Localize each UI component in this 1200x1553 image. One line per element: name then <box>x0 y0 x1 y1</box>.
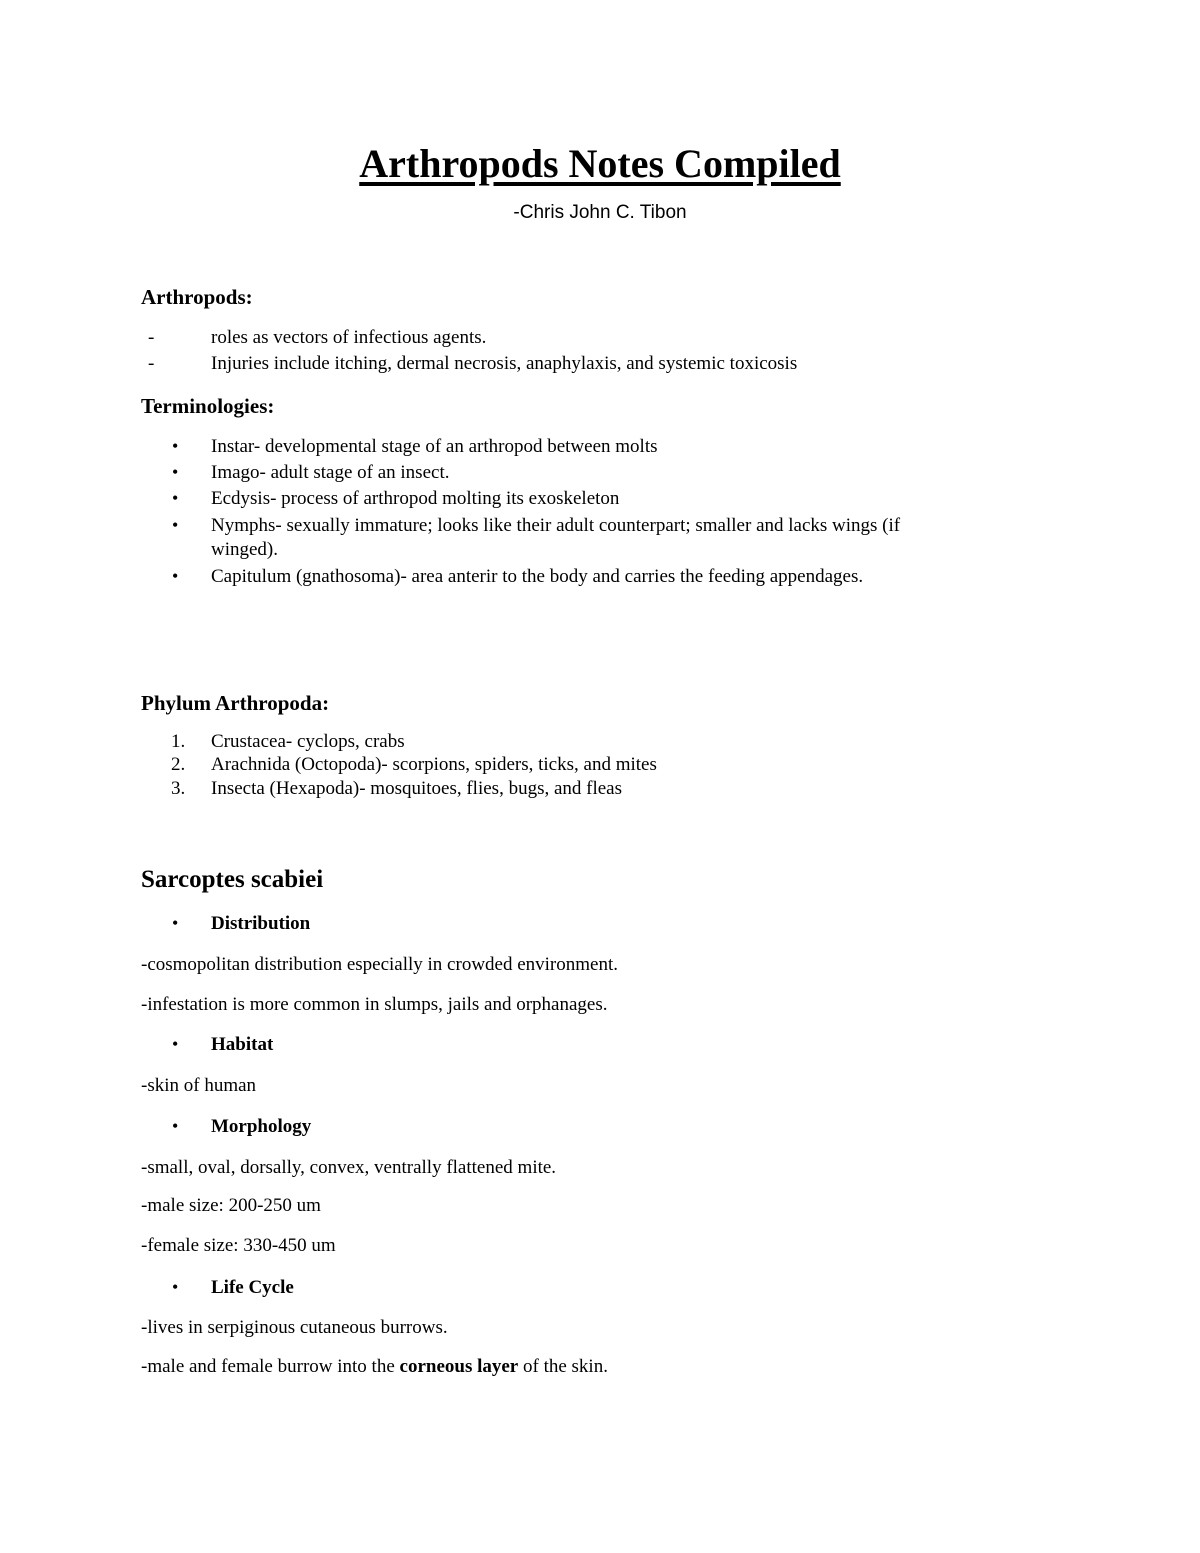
list-item: Ecdysis- process of arthropod molting its exoskeleton <box>211 488 620 509</box>
bullet-icon: • <box>172 488 179 508</box>
bullet-icon: • <box>172 566 179 586</box>
list-item: Arachnida (Octopoda)- scorpions, spiders, ticks, and mites <box>211 754 657 775</box>
paragraph-line: -lives in serpiginous cutaneous burrows. <box>141 1317 448 1338</box>
phylum-heading: Phylum Arthropoda: <box>141 691 330 715</box>
list-item: Crustacea- cyclops, crabs <box>211 731 405 752</box>
list-item: Instar- developmental stage of an arthropod between molts <box>211 436 658 457</box>
text-run: -male and female burrow into the <box>141 1356 400 1377</box>
paragraph-line: -infestation is more common in slumps, jails and orphanages. <box>141 994 608 1015</box>
sarcoptes-heading: Sarcoptes scabiei <box>141 866 324 893</box>
list-item: Injuries include itching, dermal necrosis, anaphylaxis, and systemic toxicosis <box>211 353 798 374</box>
list-number: 2. <box>171 754 186 775</box>
dash-bullet: - <box>148 353 155 374</box>
paragraph-line: -cosmopolitan distribution especially in crowded environment. <box>141 954 619 975</box>
list-number: 1. <box>171 731 186 752</box>
bullet-icon: • <box>172 1034 179 1054</box>
list-item: Insecta (Hexapoda)- mosquitoes, flies, bugs, and fleas <box>211 778 623 799</box>
arthropods-heading: Arthropods: <box>141 285 253 309</box>
life-cycle-subheading: Life Cycle <box>211 1277 294 1298</box>
list-item: roles as vectors of infectious agents. <box>211 327 487 348</box>
bullet-icon: • <box>172 1116 179 1136</box>
bullet-icon: • <box>172 1277 179 1297</box>
list-item: Capitulum (gnathosoma)- area anterir to the body and carries the feeding appendages. <box>211 566 864 587</box>
list-number: 3. <box>171 778 186 799</box>
paragraph-line: -skin of human <box>141 1075 257 1096</box>
document-author: -Chris John C. Tibon <box>513 202 687 223</box>
bold-term: corneous layer <box>399 1356 519 1377</box>
text-run: of the skin. <box>518 1356 608 1377</box>
bullet-icon: • <box>172 515 179 535</box>
bullet-icon: • <box>172 913 179 933</box>
dash-bullet: - <box>148 327 155 348</box>
paragraph-line: -female size: 330-450 um <box>141 1235 336 1256</box>
distribution-subheading: Distribution <box>211 913 311 934</box>
bullet-icon: • <box>172 462 179 482</box>
paragraph-line <box>141 1356 608 1378</box>
list-item: Nymphs- sexually immature; looks like their adult counterpart; smaller and lacks wings (if <box>211 515 901 536</box>
habitat-subheading: Habitat <box>211 1034 274 1055</box>
bullet-icon: • <box>172 436 179 456</box>
paragraph-line: -small, oval, dorsally, convex, ventrally flattened mite. <box>141 1157 557 1178</box>
terminologies-heading: Terminologies: <box>141 394 275 418</box>
morphology-subheading: Morphology <box>211 1116 312 1137</box>
document-title: Arthropods Notes Compiled <box>359 141 841 186</box>
list-item: Imago- adult stage of an insect. <box>211 462 450 483</box>
list-item-continuation: winged). <box>211 539 279 560</box>
paragraph-line: -male size: 200-250 um <box>141 1195 321 1216</box>
